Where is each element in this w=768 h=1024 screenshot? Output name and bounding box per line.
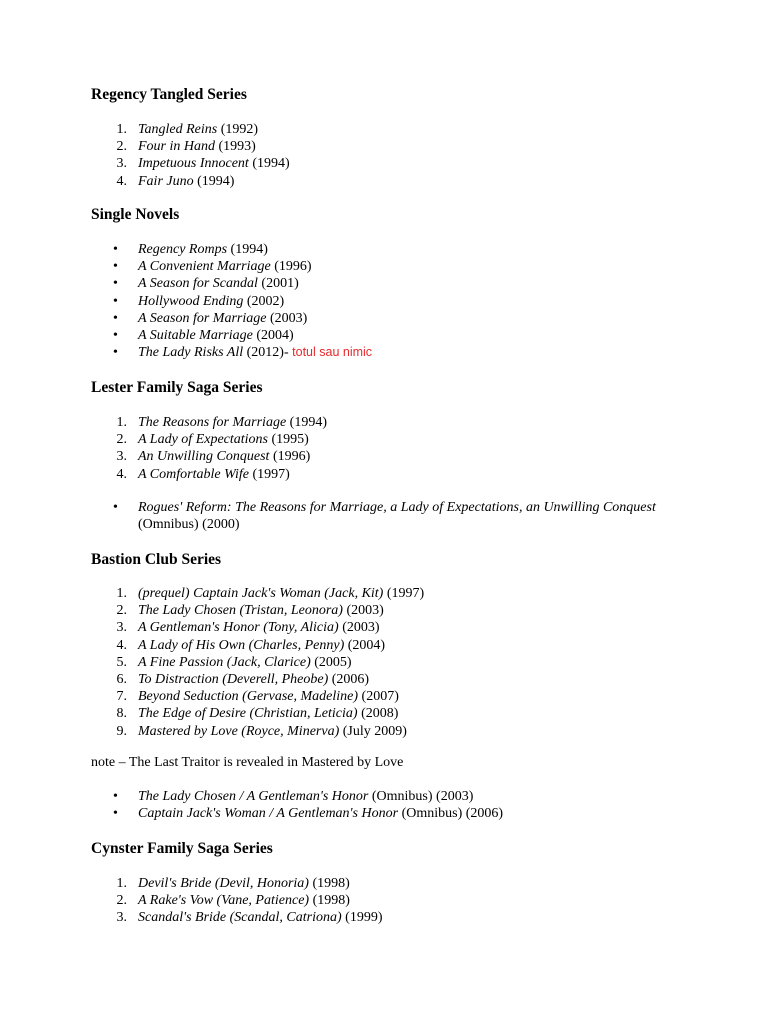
bastion-note: note – The Last Traitor is revealed in Mastered by Love [91,755,404,770]
list-item: 6. To Distraction (Deverell, Pheobe) (2006) [116,671,370,687]
list-item: 5. A Fine Passion (Jack, Clarice) (2005) [116,654,352,670]
list-item: • Rogues' Reform: The Reasons for Marriage, a Lady of Expectations, an Unwilling Conquest (Omnibus) (2000) [113,500,656,533]
list-item: • A Season for Scandal (2001) [113,276,299,292]
list-item: • Hollywood Ending (2002) [113,293,285,309]
heading-regency-tangled-series: Regency Tangled Series [91,86,247,103]
list-item: 3. Scandal's Bride (Scandal, Catriona) (1999) [116,910,383,926]
list-item: • The Lady Chosen / A Gentleman's Honor (Omnibus) (2003) [113,789,474,804]
list-item: • A Convenient Marriage (1996) [113,259,312,275]
list-item: 2. A Rake's Vow (Vane, Patience) (1998) [116,893,350,909]
list-item: • Regency Romps (1994) [113,242,268,257]
list-cynster-family [91,875,691,927]
list-item: • The Lady Risks All (2012)- totul sau nimic [113,345,373,361]
list-item: 1. (prequel) Captain Jack's Woman (Jack, Kit) (1997) [116,586,425,601]
list-item: • Captain Jack's Woman / A Gentleman's Honor (Omnibus) (2006) [113,806,504,822]
list-single-novels [91,241,691,361]
heading-single-novels: Single Novels [91,206,180,223]
list-item: 8. The Edge of Desire (Christian, Leticia) (2008) [116,706,399,722]
list-item: 2. The Lady Chosen (Tristan, Leonora) (2003) [116,603,384,619]
list-item: 1. Tangled Reins (1992) [116,122,259,137]
list-item: 1. Devil's Bride (Devil, Honoria) (1998) [116,876,350,891]
list-item: 3. A Gentleman's Honor (Tony, Alicia) (2003) [116,620,380,636]
list-item: 3. Impetuous Innocent (1994) [116,156,290,172]
list-lester-family [91,414,691,483]
heading-cynster-family-saga: Cynster Family Saga Series [91,840,273,857]
list-item: 9. Mastered by Love (Royce, Minerva) (July 2009) [116,723,407,739]
list-item: 4. Fair Juno (1994) [116,173,235,189]
heading-lester-family-saga: Lester Family Saga Series [91,379,263,396]
list-item: 2. A Lady of Expectations (1995) [116,432,309,448]
list-item: • A Suitable Marriage (2004) [113,327,294,343]
list-item: 1. The Reasons for Marriage (1994) [116,415,327,430]
red-annotation: totul sau nimic [292,345,373,360]
list-bastion-omnibus [91,788,691,822]
list-regency-tangled [91,121,691,190]
list-item: 4. A Lady of His Own (Charles, Penny) (2004) [116,637,386,653]
list-item: 3. An Unwilling Conquest (1996) [116,449,311,465]
list-item: 4. A Comfortable Wife (1997) [116,466,290,482]
list-item: 7. Beyond Seduction (Gervase, Madeline) (2007) [116,689,399,705]
list-item: • A Season for Marriage (2003) [113,310,308,326]
heading-bastion-club: Bastion Club Series [91,551,222,568]
list-bastion-club [91,585,691,740]
list-lester-omnibus [91,499,691,533]
list-item: 2. Four in Hand (1993) [116,139,256,155]
